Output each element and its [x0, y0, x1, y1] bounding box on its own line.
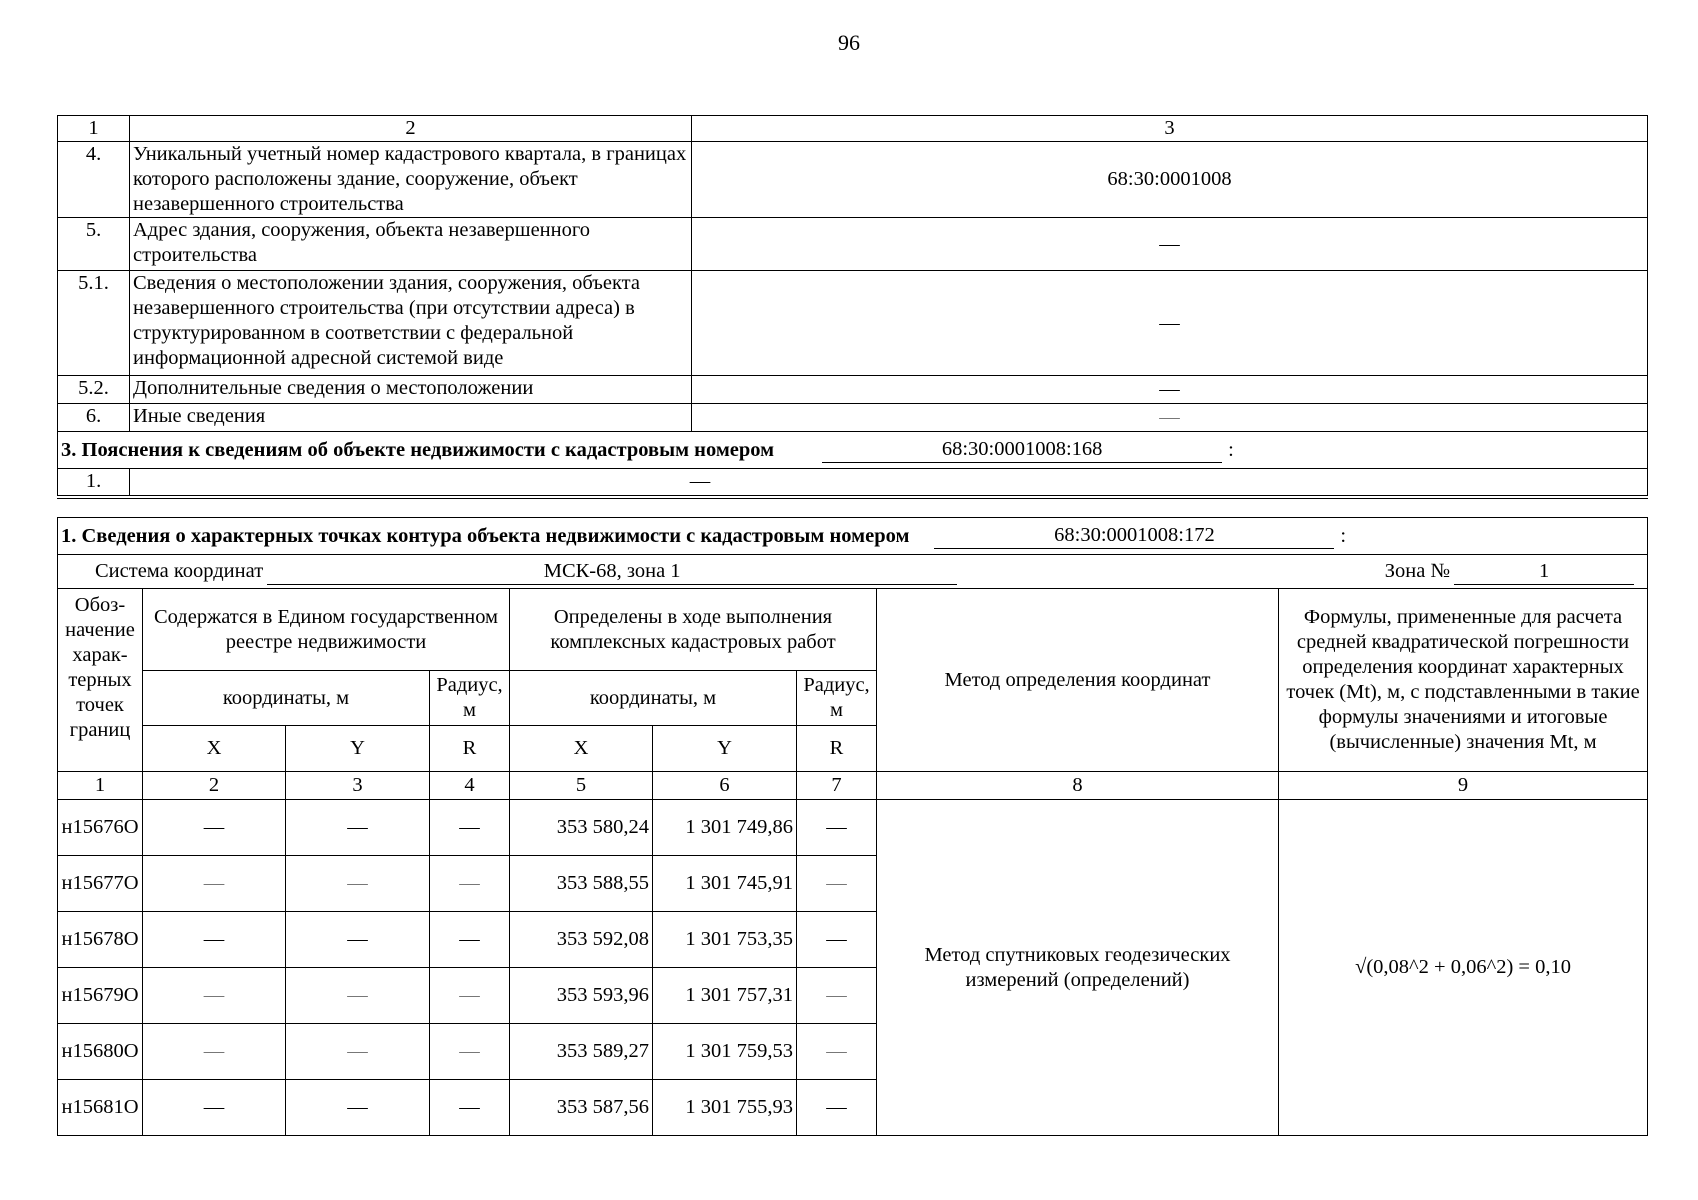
egrn-y: —	[286, 912, 430, 968]
col-number: 2	[130, 116, 692, 142]
complex-r: —	[797, 1080, 877, 1136]
table-row	[58, 218, 1648, 271]
row-number: 6.	[58, 404, 130, 432]
section-3-title: 3. Пояснения к сведениям об объекте недвижимости с кадастровым номером	[61, 438, 775, 461]
header-row-1	[58, 589, 1648, 671]
table-row	[58, 469, 1648, 497]
row-value: —	[692, 271, 1648, 376]
section-1-title: 1. Сведения о характерных точках контура объекта недвижимости с кадастровым номером	[61, 524, 910, 547]
complex-x: 353 593,96	[510, 968, 653, 1024]
section-1-cadastral-number: 68:30:0001008:172	[934, 523, 1334, 549]
section-3-colon: :	[1228, 438, 1234, 461]
col-number: 3	[692, 116, 1648, 142]
egrn-x: —	[143, 1080, 286, 1136]
x-header: X	[510, 726, 653, 772]
row-number: 1.	[58, 469, 130, 497]
egrn-r: —	[430, 856, 510, 912]
column-number-row	[58, 116, 1648, 142]
egrn-x: —	[143, 968, 286, 1024]
egrn-r: —	[430, 800, 510, 856]
method-header: Метод определения координат	[877, 589, 1279, 772]
row-number: 4.	[58, 142, 130, 218]
section-1-colon: :	[1340, 524, 1347, 547]
coordinate-system-row	[58, 555, 1648, 589]
complex-r: —	[797, 856, 877, 912]
egrn-r: —	[430, 912, 510, 968]
col-number: 2	[143, 772, 286, 800]
egrn-r: —	[430, 968, 510, 1024]
complex-y: 1 301 749,86	[653, 800, 797, 856]
egrn-header: Содержатся в Едином государственном реестре недвижимости	[143, 589, 510, 671]
coords-header: координаты, м	[510, 671, 797, 726]
r-header: R	[797, 726, 877, 772]
page-number: 96	[838, 30, 860, 55]
formula-value: √(0,08^2 + 0,06^2) = 0,10	[1279, 800, 1648, 1136]
complex-y: 1 301 755,93	[653, 1080, 797, 1136]
egrn-y: —	[286, 800, 430, 856]
column-number-row	[58, 772, 1648, 800]
point-id: н15680О	[58, 1024, 143, 1080]
complex-x: 353 589,27	[510, 1024, 653, 1080]
row-label: Адрес здания, сооружения, объекта незавершенного строительства	[130, 218, 692, 271]
col-number: 9	[1279, 772, 1648, 800]
point-row	[58, 800, 1648, 856]
egrn-y: —	[286, 1024, 430, 1080]
section-3-cadastral-number: 68:30:0001008:168	[822, 437, 1222, 463]
egrn-x: —	[143, 800, 286, 856]
complex-x: 353 580,24	[510, 800, 653, 856]
col-number: 5	[510, 772, 653, 800]
col-number: 4	[430, 772, 510, 800]
section-3-header	[58, 432, 1648, 469]
row-number: 5.	[58, 218, 130, 271]
point-id: н15676О	[58, 800, 143, 856]
zone-label: Зона №	[1384, 560, 1451, 582]
table-row	[58, 376, 1648, 404]
radius-header: Радиус, м	[797, 671, 877, 726]
complex-r: —	[797, 800, 877, 856]
row-value: —	[692, 218, 1648, 271]
coords-header: координаты, м	[143, 671, 430, 726]
r-header: R	[430, 726, 510, 772]
egrn-y: —	[286, 856, 430, 912]
col-number: 3	[286, 772, 430, 800]
complex-y: 1 301 753,35	[653, 912, 797, 968]
col-number: 7	[797, 772, 877, 800]
row-value: —	[692, 404, 1648, 432]
egrn-x: —	[143, 1024, 286, 1080]
row-value: 68:30:0001008	[692, 142, 1648, 218]
complex-r: —	[797, 912, 877, 968]
point-id: н15681О	[58, 1080, 143, 1136]
complex-x: 353 587,56	[510, 1080, 653, 1136]
object-info-table	[57, 115, 1648, 499]
point-id: н15677О	[58, 856, 143, 912]
row-number: 5.1.	[58, 271, 130, 376]
col-number: 1	[58, 116, 130, 142]
coord-system-value: МСК-68, зона 1	[267, 559, 957, 585]
row-number: 5.2.	[58, 376, 130, 404]
y-header: Y	[286, 726, 430, 772]
row-label: Сведения о местоположении здания, сооружения, объекта незавершенного строительства (при отсутствии адреса) в структурированном в соответствии с федеральной информационной адресной системой виде	[130, 271, 692, 376]
row-value: —	[130, 469, 1648, 497]
row-value: —	[692, 376, 1648, 404]
complex-x: 353 588,55	[510, 856, 653, 912]
col-number: 1	[58, 772, 143, 800]
table-row	[58, 142, 1648, 218]
egrn-r: —	[430, 1080, 510, 1136]
method-value: Метод спутниковых геодезических измерений (определений)	[877, 800, 1279, 1136]
egrn-x: —	[143, 856, 286, 912]
table-row	[58, 271, 1648, 376]
section-1-header	[58, 518, 1648, 555]
radius-header: Радиус, м	[430, 671, 510, 726]
formulas-header: Формулы, примененные для расчета средней квадратической погрешности определения координат характерных точек (Mt), м, с подставленными в такие формулы значениями и итоговые (вычисленные) значения Mt, м	[1279, 589, 1648, 772]
x-header: X	[143, 726, 286, 772]
coord-system-label: Система координат	[95, 560, 264, 582]
complex-y: 1 301 745,91	[653, 856, 797, 912]
egrn-y: —	[286, 968, 430, 1024]
row-label: Дополнительные сведения о местоположении	[130, 376, 692, 404]
egrn-y: —	[286, 1080, 430, 1136]
point-id: н15679О	[58, 968, 143, 1024]
complex-y: 1 301 757,31	[653, 968, 797, 1024]
complex-y: 1 301 759,53	[653, 1024, 797, 1080]
complex-works-header: Определены в ходе выполнения комплексных кадастровых работ	[510, 589, 877, 671]
complex-r: —	[797, 1024, 877, 1080]
egrn-x: —	[143, 912, 286, 968]
row-label: Иные сведения	[130, 404, 692, 432]
zone-value: 1	[1454, 559, 1634, 585]
y-header: Y	[653, 726, 797, 772]
point-id: н15678О	[58, 912, 143, 968]
table-row	[58, 404, 1648, 432]
complex-r: —	[797, 968, 877, 1024]
col-number: 8	[877, 772, 1279, 800]
col-number: 6	[653, 772, 797, 800]
complex-x: 353 592,08	[510, 912, 653, 968]
row-label: Уникальный учетный номер кадастрового квартала, в границах которого расположены здание, сооружение, объект незавершенного строительства	[130, 142, 692, 218]
egrn-r: —	[430, 1024, 510, 1080]
designation-header: Обоз-начение харак-терных точек границ	[58, 589, 143, 772]
characteristic-points-table	[57, 517, 1648, 1136]
